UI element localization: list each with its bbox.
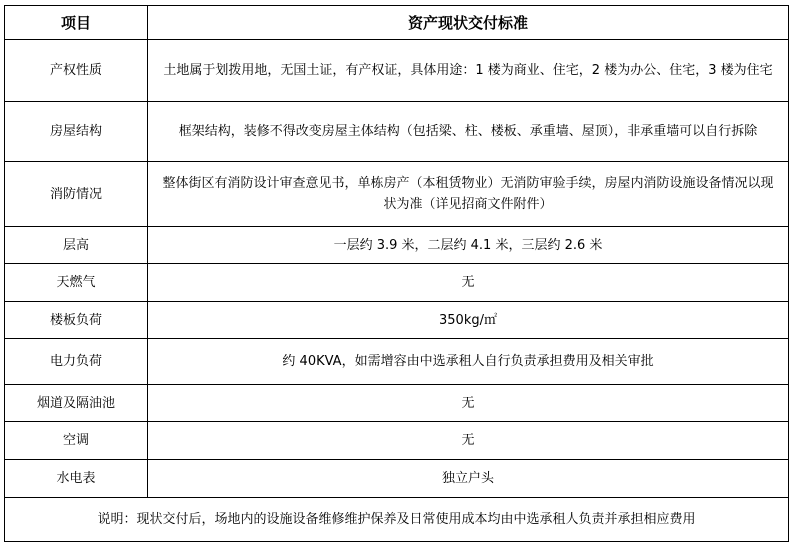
row-label: 空调 bbox=[5, 422, 148, 460]
table-row bbox=[5, 162, 789, 227]
table-row bbox=[5, 227, 789, 264]
row-label: 水电表 bbox=[5, 460, 148, 498]
row-label: 产权性质 bbox=[5, 40, 148, 102]
table-row bbox=[5, 102, 789, 162]
table-row bbox=[5, 264, 789, 302]
row-value: 整体街区有消防设计审查意见书，单栋房产（本租赁物业）无消防审验手续，房屋内消防设施设备情况以现状为准（详见招商文件附件） bbox=[148, 162, 789, 227]
row-label: 房屋结构 bbox=[5, 102, 148, 162]
footer-note: 说明：现状交付后，场地内的设施设备维修维护保养及日常使用成本均由中选承租人负责并承担相应费用 bbox=[5, 498, 789, 542]
row-label: 楼板负荷 bbox=[5, 302, 148, 339]
table-row bbox=[5, 339, 789, 385]
row-label: 电力负荷 bbox=[5, 339, 148, 385]
header-standard-column: 资产现状交付标准 bbox=[148, 6, 789, 40]
row-value: 独立户头 bbox=[148, 460, 789, 498]
table-row bbox=[5, 385, 789, 422]
row-value: 350kg/㎡ bbox=[148, 302, 789, 339]
row-label: 消防情况 bbox=[5, 162, 148, 227]
table-row bbox=[5, 302, 789, 339]
row-value: 无 bbox=[148, 422, 789, 460]
header-item-column: 项目 bbox=[5, 6, 148, 40]
table-row bbox=[5, 460, 789, 498]
table-header-row bbox=[5, 6, 789, 40]
table-row bbox=[5, 422, 789, 460]
row-label: 层高 bbox=[5, 227, 148, 264]
row-value: 无 bbox=[148, 385, 789, 422]
row-value: 土地属于划拨用地，无国土证，有产权证，具体用途：1 楼为商业、住宅，2 楼为办公、住宅，3 楼为住宅 bbox=[148, 40, 789, 102]
row-value: 约 40KVA，如需增容由中选承租人自行负责承担费用及相关审批 bbox=[148, 339, 789, 385]
row-value: 一层约 3.9 米，二层约 4.1 米，三层约 2.6 米 bbox=[148, 227, 789, 264]
table-footer-row bbox=[5, 498, 789, 542]
table-row bbox=[5, 40, 789, 102]
row-label: 烟道及隔油池 bbox=[5, 385, 148, 422]
row-label: 天燃气 bbox=[5, 264, 148, 302]
row-value: 框架结构，装修不得改变房屋主体结构（包括梁、柱、楼板、承重墙、屋顶），非承重墙可以自行拆除 bbox=[148, 102, 789, 162]
row-value: 无 bbox=[148, 264, 789, 302]
asset-delivery-standard-table bbox=[4, 5, 789, 542]
